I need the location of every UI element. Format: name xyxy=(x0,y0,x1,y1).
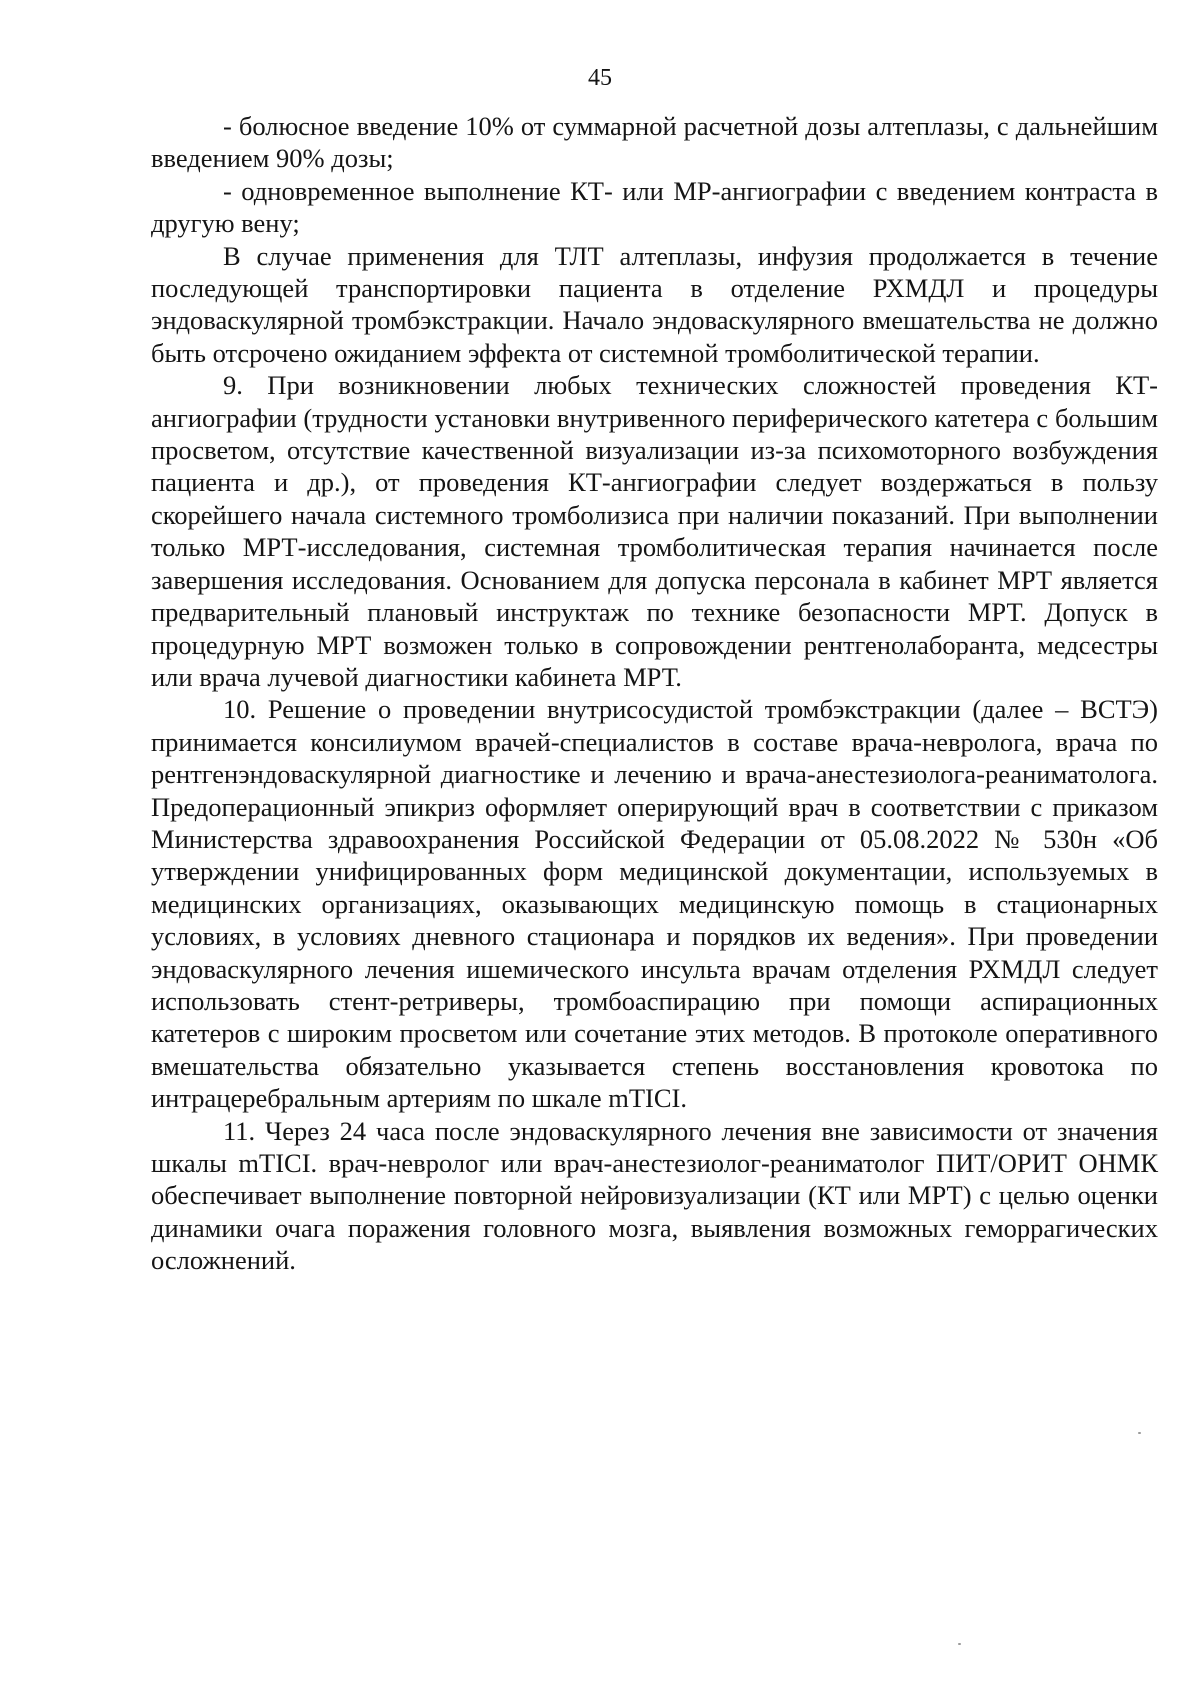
paragraph-item-11: 11. Через 24 часа после эндоваскулярного лечения вне зависимости от значения шкалы mTICI. врач-невролог или врач-анестезиолог-реаниматолог ПИТ/ОРИТ ОНМК обеспечивает выполнение повторной нейровизуализации (КТ или МРТ) с целью оценки динамики очага поражения головного мозга, выявления возможных геморрагических осложнений. xyxy=(151,1115,1158,1276)
page-number: 45 xyxy=(588,65,612,91)
paragraph-bolus-dose: - болюсное введение 10% от суммарной расчетной дозы алтеплазы, с дальнейшим введением 90% дозы; xyxy=(151,111,1158,174)
scan-speck xyxy=(958,1643,961,1645)
scan-speck xyxy=(1138,1432,1141,1434)
paragraph-item-10: 10. Решение о проведении внутрисосудистой тромбэкстракции (далее – ВСТЭ) принимается консилиумом врачей-специалистов в составе врача-невролога, врача по рентгенэндоваскулярной диагностике и лечению и врача-анестезиолога-реаниматолога. Предоперационный эпикриз оформляет оперирующий врач в соответствии с приказом Министерства здравоохранения Российской Федерации от 05.08.2022 № 530н «Об утверждении унифицированных форм медицинской документации, используемых в медицинских организациях, оказывающих медицинскую помощь в стационарных условиях, в условиях дневного стационара и порядков их ведения». При проведении эндоваскулярного лечения ишемического инсульта врачам отделения РХМДЛ следует использовать стент-ретриверы, тромбоаспирацию при помощи аспирационных катетеров с широким просветом или сочетание этих методов. В протоколе оперативного вмешательства обязательно указывается степень восстановления кровотока по интрацеребральным артериям по шкале mTICI. xyxy=(151,694,1158,1114)
document-body xyxy=(151,110,1158,1277)
paragraph-item-9: 9. При возникновении любых технических сложностей проведения КТ-ангиографии (трудности установки внутривенного периферического катетера с большим просветом, отсутствие качественной визуализации из-за психомоторного возбуждения пациента и др.), от проведения КТ-ангиографии следует воздержаться в пользу скорейшего начала системного тромболизиса при наличии показаний. При выполнении только МРТ-исследования, системная тромболитическая терапия начинается после завершения исследования. Основанием для допуска персонала в кабинет МРТ является предварительный плановый инструктаж по технике безопасности МРТ. Допуск в процедурную МРТ возможен только в сопровождении рентгенолаборанта, медсестры или врача лучевой диагностики кабинета МРТ. xyxy=(151,370,1158,692)
paragraph-simultaneous-angiography: - одновременное выполнение КТ- или МР-ангиографии с введением контраста в другую вену; xyxy=(151,175,1158,239)
paragraph-alteplase-infusion: В случае применения для ТЛТ алтеплазы, инфузия продолжается в течение последующей транспортировки пациента в отделение РХМДЛ и процедуры эндоваскулярной тромбэкстракции. Начало эндоваскулярного вмешательства не должно быть отсрочено ожиданием эффекта от системной тромболитической терапии. xyxy=(151,240,1158,368)
